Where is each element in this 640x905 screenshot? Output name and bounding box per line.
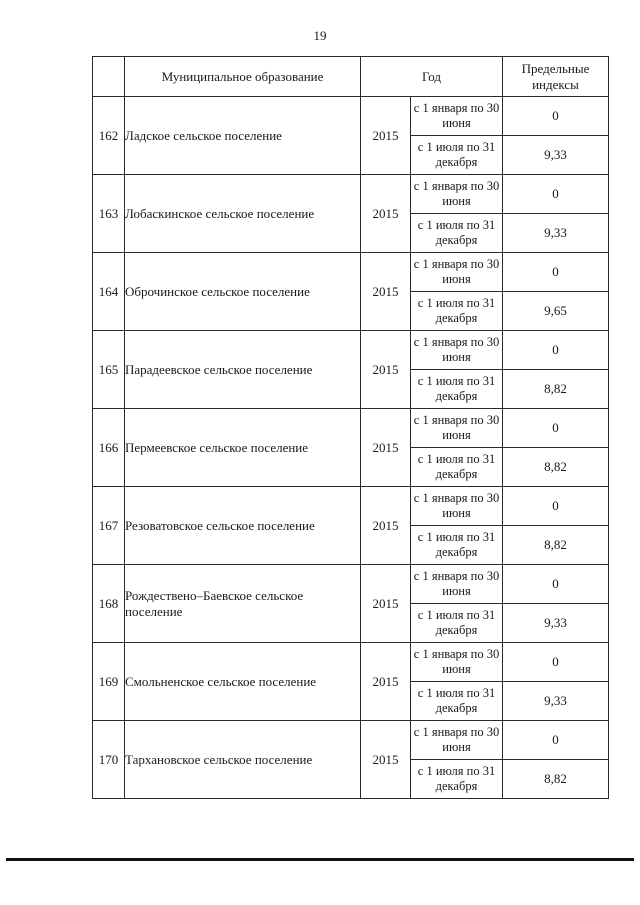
- row-number: 168: [93, 565, 125, 643]
- row-year: 2015: [361, 409, 411, 487]
- row-year: 2015: [361, 487, 411, 565]
- index-value: 9,33: [503, 682, 609, 721]
- header-year: Год: [361, 57, 503, 97]
- index-value: 0: [503, 97, 609, 136]
- municipality-name: Оброчинское сельское поселение: [125, 253, 361, 331]
- index-value: 8,82: [503, 448, 609, 487]
- row-number: 165: [93, 331, 125, 409]
- table-row: [93, 175, 609, 214]
- row-number: 163: [93, 175, 125, 253]
- period-label: с 1 июля по 31 декабря: [411, 760, 503, 799]
- period-label: с 1 января по 30 июня: [411, 331, 503, 370]
- index-value: 8,82: [503, 370, 609, 409]
- municipality-name: Пермеевское сельское поселение: [125, 409, 361, 487]
- bottom-rule: [6, 858, 634, 861]
- row-number: 167: [93, 487, 125, 565]
- row-year: 2015: [361, 565, 411, 643]
- period-label: с 1 июля по 31 декабря: [411, 604, 503, 643]
- table-row: [93, 487, 609, 526]
- period-label: с 1 января по 30 июня: [411, 409, 503, 448]
- period-label: с 1 января по 30 июня: [411, 565, 503, 604]
- table-row: [93, 253, 609, 292]
- table-row: [93, 643, 609, 682]
- index-value: 0: [503, 643, 609, 682]
- row-number: 170: [93, 721, 125, 799]
- period-label: с 1 января по 30 июня: [411, 721, 503, 760]
- table-body: [93, 97, 609, 799]
- index-value: 0: [503, 409, 609, 448]
- period-label: с 1 июля по 31 декабря: [411, 682, 503, 721]
- header-number: [93, 57, 125, 97]
- period-label: с 1 июля по 31 декабря: [411, 292, 503, 331]
- index-value: 0: [503, 253, 609, 292]
- row-number: 162: [93, 97, 125, 175]
- period-label: с 1 июля по 31 декабря: [411, 214, 503, 253]
- table-header-row: [93, 57, 609, 97]
- table-row: [93, 331, 609, 370]
- row-year: 2015: [361, 331, 411, 409]
- municipality-name: Лобаскинское сельское поселение: [125, 175, 361, 253]
- municipality-name: Резоватовское сельское поселение: [125, 487, 361, 565]
- index-value: 9,33: [503, 604, 609, 643]
- index-value: 0: [503, 565, 609, 604]
- period-label: с 1 июля по 31 декабря: [411, 448, 503, 487]
- index-value: 9,33: [503, 214, 609, 253]
- header-municipality: Муниципальное образование: [125, 57, 361, 97]
- index-value: 9,33: [503, 136, 609, 175]
- period-label: с 1 января по 30 июня: [411, 253, 503, 292]
- period-label: с 1 января по 30 июня: [411, 643, 503, 682]
- municipality-name: Тархановское сельское поселение: [125, 721, 361, 799]
- table-row: [93, 409, 609, 448]
- period-label: с 1 июля по 31 декабря: [411, 136, 503, 175]
- period-label: с 1 января по 30 июня: [411, 97, 503, 136]
- municipal-index-table: [92, 56, 609, 799]
- period-label: с 1 июля по 31 декабря: [411, 526, 503, 565]
- row-year: 2015: [361, 721, 411, 799]
- table-row: [93, 565, 609, 604]
- municipality-name: Смольненское сельское поселение: [125, 643, 361, 721]
- page-number: 19: [313, 28, 327, 43]
- municipality-name: Парадеевское сельское поселение: [125, 331, 361, 409]
- row-number: 164: [93, 253, 125, 331]
- index-value: 0: [503, 175, 609, 214]
- period-label: с 1 января по 30 июня: [411, 175, 503, 214]
- index-value: 8,82: [503, 526, 609, 565]
- row-number: 169: [93, 643, 125, 721]
- index-value: 8,82: [503, 760, 609, 799]
- period-label: с 1 января по 30 июня: [411, 487, 503, 526]
- table-row: [93, 97, 609, 136]
- municipality-name: Ладское сельское поселение: [125, 97, 361, 175]
- row-year: 2015: [361, 97, 411, 175]
- row-number: 166: [93, 409, 125, 487]
- index-value: 0: [503, 487, 609, 526]
- index-value: 0: [503, 721, 609, 760]
- header-indices: Предельные индексы: [503, 57, 609, 97]
- index-value: 0: [503, 331, 609, 370]
- table-row: [93, 721, 609, 760]
- row-year: 2015: [361, 253, 411, 331]
- row-year: 2015: [361, 175, 411, 253]
- index-value: 9,65: [503, 292, 609, 331]
- period-label: с 1 июля по 31 декабря: [411, 370, 503, 409]
- row-year: 2015: [361, 643, 411, 721]
- municipality-name: Рождествено–Баевское сельское поселение: [125, 565, 361, 643]
